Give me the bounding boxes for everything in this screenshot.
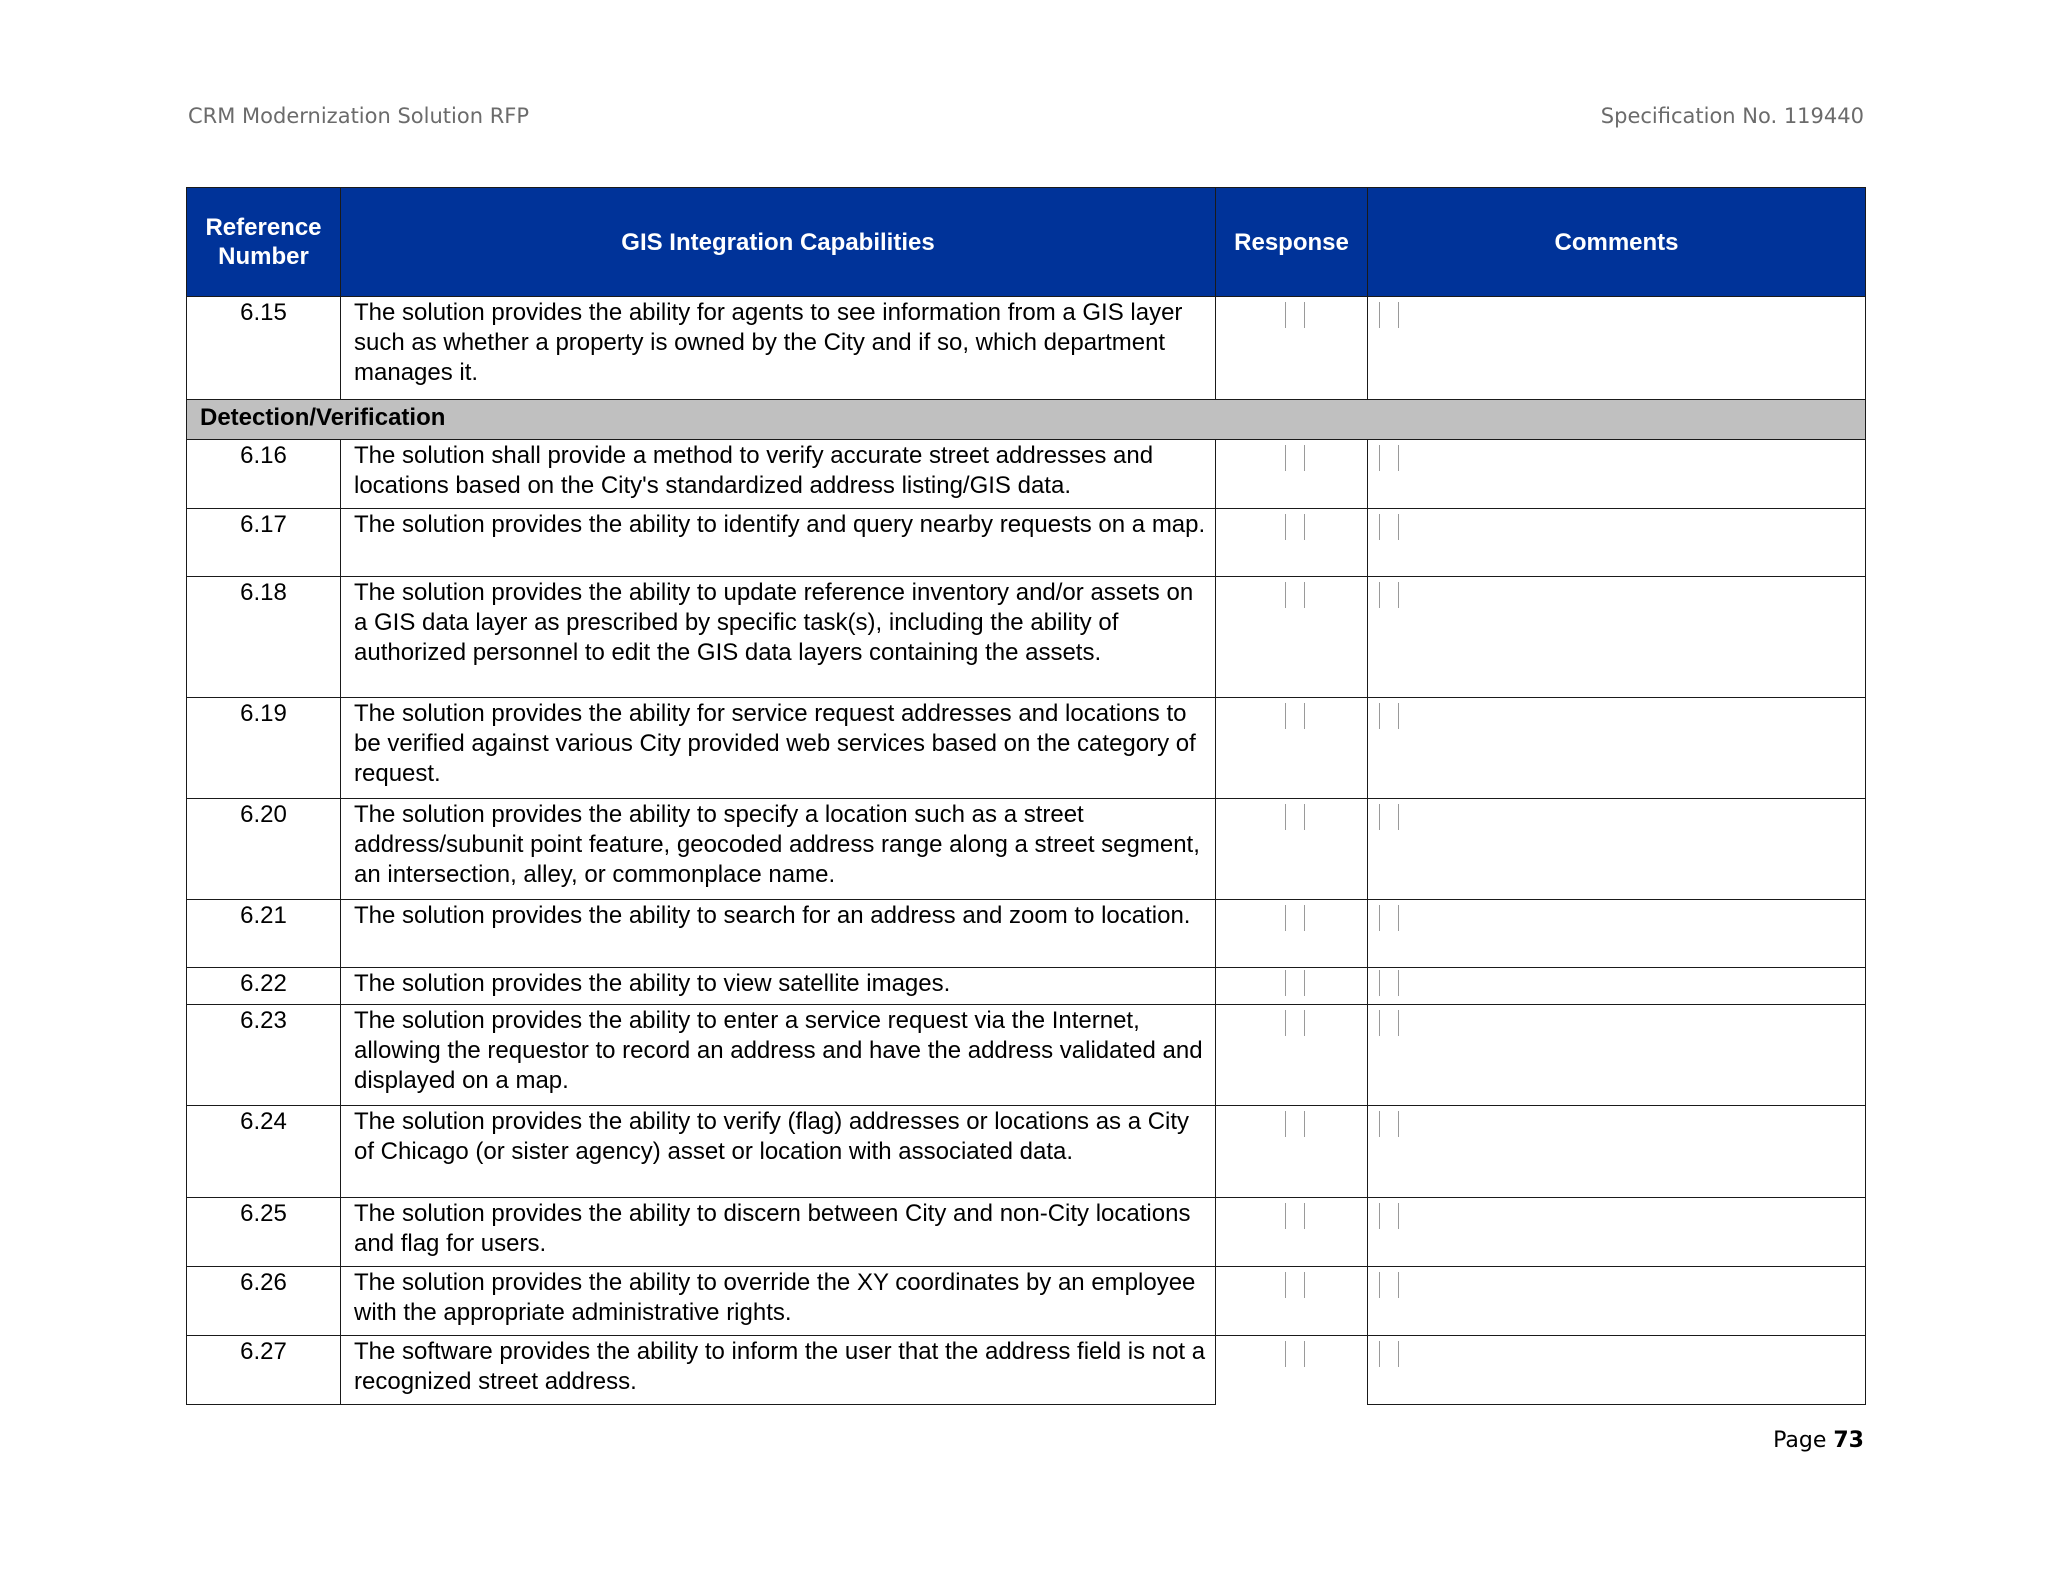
column-header-capabilities: GIS Integration Capabilities — [341, 188, 1216, 297]
document-title: CRM Modernization Solution RFP — [188, 104, 530, 128]
comments-field[interactable] — [1379, 514, 1399, 540]
requirement-text: The solution shall provide a method to verify accurate street addresses and locations based on the City's standardized address listing/GIS data. — [341, 440, 1216, 509]
response-cell[interactable] — [1216, 509, 1368, 577]
response-cell[interactable] — [1216, 900, 1368, 968]
comments-field[interactable] — [1379, 804, 1399, 830]
response-checkbox[interactable] — [1285, 582, 1305, 608]
response-cell[interactable] — [1216, 440, 1368, 509]
comments-cell[interactable] — [1368, 1267, 1866, 1336]
comments-cell[interactable] — [1368, 799, 1866, 900]
requirement-text: The solution provides the ability for service request addresses and locations to be verified against various City provided web services based on the category of request. — [341, 698, 1216, 799]
response-checkbox[interactable] — [1285, 804, 1305, 830]
response-checkbox[interactable] — [1285, 905, 1305, 931]
comments-field[interactable] — [1379, 582, 1399, 608]
response-checkbox[interactable] — [1285, 703, 1305, 729]
response-cell[interactable] — [1216, 1267, 1368, 1336]
reference-number: 6.21 — [187, 900, 341, 968]
section-heading: Detection/Verification — [187, 400, 1866, 440]
response-checkbox[interactable] — [1285, 514, 1305, 540]
comments-cell[interactable] — [1368, 577, 1866, 698]
reference-number: 6.27 — [187, 1336, 341, 1405]
column-header-reference-number: Reference Number — [187, 188, 341, 297]
comments-cell[interactable] — [1368, 509, 1866, 577]
table-row — [187, 297, 1866, 400]
reference-number: 6.23 — [187, 1005, 341, 1106]
table-row — [187, 900, 1866, 968]
table-row — [187, 1267, 1866, 1336]
table-row — [187, 799, 1866, 900]
comments-field[interactable] — [1379, 302, 1399, 328]
response-cell[interactable] — [1216, 1005, 1368, 1106]
response-cell[interactable] — [1216, 1198, 1368, 1267]
response-cell[interactable] — [1216, 1336, 1368, 1405]
response-checkbox[interactable] — [1285, 1272, 1305, 1298]
reference-number: 6.22 — [187, 968, 341, 1005]
response-checkbox[interactable] — [1285, 1111, 1305, 1137]
page-footer — [1773, 1428, 1864, 1453]
response-cell[interactable] — [1216, 698, 1368, 799]
comments-cell[interactable] — [1368, 900, 1866, 968]
comments-cell[interactable] — [1368, 698, 1866, 799]
comments-cell[interactable] — [1368, 1198, 1866, 1267]
table-row — [187, 1198, 1866, 1267]
reference-number: 6.20 — [187, 799, 341, 900]
response-cell[interactable] — [1216, 799, 1368, 900]
requirement-text: The solution provides the ability for agents to see information from a GIS layer such as whether a property is owned by the City and if so, which department manages it. — [341, 297, 1216, 400]
reference-number: 6.15 — [187, 297, 341, 400]
table-row — [187, 509, 1866, 577]
requirement-text: The software provides the ability to inform the user that the address field is not a recognized street address. — [341, 1336, 1216, 1405]
table-row — [187, 577, 1866, 698]
comments-field[interactable] — [1379, 703, 1399, 729]
comments-cell[interactable] — [1368, 1336, 1866, 1405]
requirement-text: The solution provides the ability to view satellite images. — [341, 968, 1216, 1005]
comments-cell[interactable] — [1368, 1106, 1866, 1198]
comments-field[interactable] — [1379, 1341, 1399, 1367]
specification-number: Specification No. 119440 — [1600, 104, 1864, 128]
response-checkbox[interactable] — [1285, 1203, 1305, 1229]
table-row — [187, 1005, 1866, 1106]
requirement-text: The solution provides the ability to update reference inventory and/or assets on a GIS data layer as prescribed by specific task(s), including the ability of authorized personnel to edit the GIS data layers containing the assets. — [341, 577, 1216, 698]
response-checkbox[interactable] — [1285, 1341, 1305, 1367]
section-row — [187, 400, 1866, 440]
comments-field[interactable] — [1379, 445, 1399, 471]
requirements-table — [186, 187, 1866, 1405]
table-row — [187, 440, 1866, 509]
column-header-response: Response — [1216, 188, 1368, 297]
comments-field[interactable] — [1379, 1203, 1399, 1229]
requirement-text: The solution provides the ability to identify and query nearby requests on a map. — [341, 509, 1216, 577]
table-header-row — [187, 188, 1866, 297]
response-checkbox[interactable] — [1285, 1010, 1305, 1036]
requirement-text: The solution provides the ability to enter a service request via the Internet, allowing the requestor to record an address and have the address validated and displayed on a map. — [341, 1005, 1216, 1106]
table-row — [187, 1106, 1866, 1198]
requirement-text: The solution provides the ability to verify (flag) addresses or locations as a City of Chicago (or sister agency) asset or location with associated data. — [341, 1106, 1216, 1198]
reference-number: 6.18 — [187, 577, 341, 698]
reference-number: 6.19 — [187, 698, 341, 799]
comments-field[interactable] — [1379, 905, 1399, 931]
reference-number: 6.16 — [187, 440, 341, 509]
comments-field[interactable] — [1379, 970, 1399, 996]
comments-cell[interactable] — [1368, 297, 1866, 400]
reference-number: 6.17 — [187, 509, 341, 577]
column-header-comments: Comments — [1368, 188, 1866, 297]
table-row — [187, 1336, 1866, 1405]
comments-cell[interactable] — [1368, 968, 1866, 1005]
response-checkbox[interactable] — [1285, 970, 1305, 996]
comments-field[interactable] — [1379, 1010, 1399, 1036]
response-cell[interactable] — [1216, 297, 1368, 400]
response-cell[interactable] — [1216, 968, 1368, 1005]
comments-field[interactable] — [1379, 1111, 1399, 1137]
reference-number: 6.24 — [187, 1106, 341, 1198]
table-row — [187, 698, 1866, 799]
requirement-text: The solution provides the ability to search for an address and zoom to location. — [341, 900, 1216, 968]
reference-number: 6.25 — [187, 1198, 341, 1267]
response-cell[interactable] — [1216, 1106, 1368, 1198]
requirement-text: The solution provides the ability to discern between City and non-City locations and flag for users. — [341, 1198, 1216, 1267]
response-checkbox[interactable] — [1285, 302, 1305, 328]
comments-cell[interactable] — [1368, 1005, 1866, 1106]
response-cell[interactable] — [1216, 577, 1368, 698]
page-number: 73 — [1833, 1428, 1864, 1453]
comments-field[interactable] — [1379, 1272, 1399, 1298]
page-header — [188, 104, 1864, 132]
requirement-text: The solution provides the ability to specify a location such as a street address/subunit point feature, geocoded address range along a street segment, an intersection, alley, or commonplace name. — [341, 799, 1216, 900]
reference-number: 6.26 — [187, 1267, 341, 1336]
page-label: Page — [1773, 1428, 1827, 1453]
response-checkbox[interactable] — [1285, 445, 1305, 471]
comments-cell[interactable] — [1368, 440, 1866, 509]
table-row — [187, 968, 1866, 1005]
requirement-text: The solution provides the ability to override the XY coordinates by an employee with the appropriate administrative rights. — [341, 1267, 1216, 1336]
